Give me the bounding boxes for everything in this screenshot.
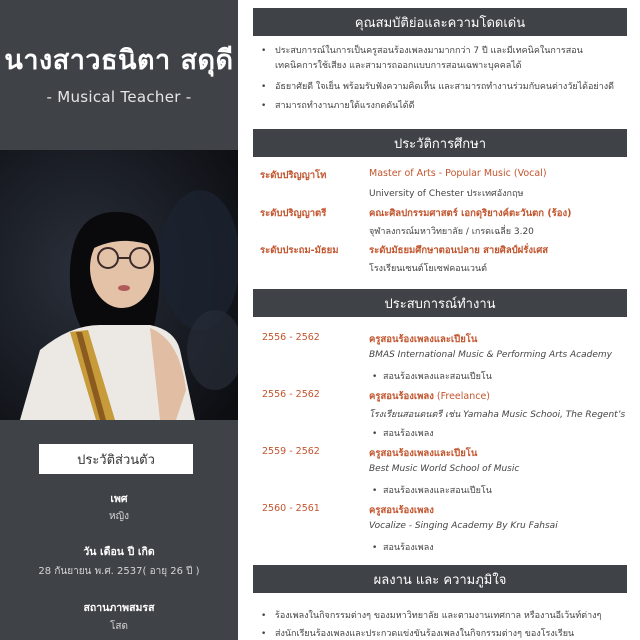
job-title: ครูสอนร้องเพลง (Freelance) [369,391,491,402]
edu-degree: Master of Arts - Popular Music (Vocal) [369,168,547,179]
birth-value: 28 กันยายน พ.ศ. 2537( อายุ 26 ปี ) [38,566,200,577]
marital-label: สถานภาพสมรส [83,602,155,614]
job-title: ครูสอนร้องเพลงและเปียโน [369,448,478,459]
profile-role: - Musical Teacher - [46,88,192,106]
achievements-header: ผลงาน และ ความภูมิใจ [253,565,627,593]
job-org: Vocalize - Singing Academy By Kru Fahsai [369,521,558,531]
profile-name: นางสาวธนิตา สดุดี [4,45,234,76]
birth-label: วัน เดือน ปี เกิด [83,546,155,558]
qualification-item-cont: เทคนิคการใช้เสียง และสามารถออกแบบการสอนเฉพาะบุคคลได้ [275,61,522,71]
edu-level: ระดับปริญญาตรี [260,208,327,219]
job-duty: • สอนร้องเพลงและสอนเปียโน [372,486,492,496]
job-org: โรงเรียนสอนดนตรี เช่น Yamaha Music Schooi, The Regent’s [369,410,626,420]
job-title: ครูสอนร้องเพลง [369,505,434,516]
edu-institution: จุฬาลงกรณ์มหาวิทยาลัย / เกรดเฉลี่ย 3.20 [369,227,534,237]
marital-value: โสด [110,621,128,632]
edu-degree: คณะศิลปกรรมศาสตร์ เอกดุริยางค์ตะวันตก (ร้อง) [369,208,572,219]
qualification-item: • สามารถทำงานภายใต้แรงกดดันได้ดี [261,101,415,111]
qualification-item: • ประสบการณ์ในการเป็นครูสอนร้องเพลงมามากกว่า 7 ปี และมีเทคนิคในการสอน [261,46,583,56]
personal-info-header: ประวัติส่วนตัว [39,444,193,474]
job-duty: • สอนร้องเพลงและสอนเปียโน [372,372,492,382]
left-panel [0,0,238,640]
job-years: 2556 - 2562 [262,332,320,343]
job-duty: • สอนร้องเพลง [372,543,434,553]
job-years: 2556 - 2562 [262,389,320,400]
qualification-item: • อัธยาศัยดี ใจเย็น พร้อมรับฟังความคิดเห็น และสามารถทำงานร่วมกับคนต่างวัยได้อย่างดี [261,82,614,92]
edu-degree: ระดับมัธยมศึกษาตอนปลาย สายศิลป์ฝรั่งเศส [369,245,549,256]
job-title: ครูสอนร้องเพลงและเปียโน [369,334,478,345]
job-duty: • สอนร้องเพลง [372,429,434,439]
job-years: 2560 - 2561 [262,503,320,514]
job-org: BMAS International Music & Performing Arts Academy [369,350,612,360]
qualifications-header: คุณสมบัติย่อและความโดดเด่น [253,8,627,36]
edu-level: ระดับปริญญาโท [260,170,327,181]
edu-level: ระดับประถม-มัธยม [260,245,339,256]
profile-photo-illustration [0,150,238,420]
experience-header: ประสบการณ์ทำงาน [253,289,627,317]
edu-institution: โรงเรียนเซนต์โยเซฟคอนเวนต์ [369,264,487,274]
gender-value: หญิง [109,511,129,522]
job-org: Best Music World School of Music [369,464,520,474]
profile-photo [0,150,238,420]
edu-institution: University of Chester ประเทศอังกฤษ [369,189,524,199]
achievement-item: • ส่งนักเรียนร้องเพลงและประกวดแข่งขันร้องเพลงในกิจกรรมต่างๆ ของโรงเรียน [261,629,575,639]
job-years: 2559 - 2562 [262,446,320,457]
education-header: ประวัติการศึกษา [253,129,627,157]
gender-label: เพศ [110,493,128,505]
achievement-item: • ร้องเพลงในกิจกรรมต่างๆ ของมหาวิทยาลัย และตามงานเทศกาล หรืองานอีเว้นท์ต่างๆ [261,611,602,621]
